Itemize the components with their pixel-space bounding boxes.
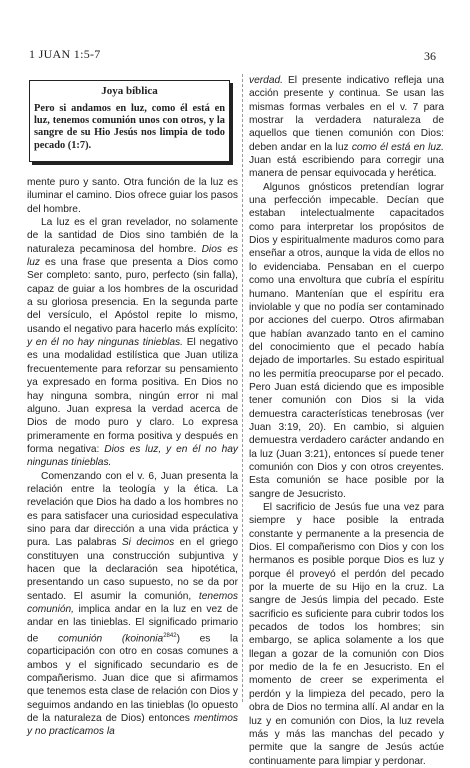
italic-phrase: comunión (koinonia: [58, 633, 164, 645]
box-title: Joya bíblica: [101, 85, 158, 97]
paragraph-1: [249, 74, 444, 181]
page-number: 36: [424, 49, 436, 63]
paragraph-2: Algunos gnósticos pretendían lograr una perfección impecable. Decían que estaban intelectualmente capacitados como para interpretar los propósitos de Dios y espiritualmente maduros como para enseñar a otros, aunque la vida de ellos no lo evidenciaba. Pensaban en el cuerpo como una envoltura que cubría el espíritu humano. Mantenían que el espíritu era inviolable y que no podía ser contaminado por acciones del cuerpo. Otros afirmaban que habían avanzado tanto en el camino del conocimiento que el pecado había dejado de importarles. Su estado espiritual no les permitía preocuparse por el pecado. Pero Juan está diciendo que es imposible tener comunión con Dios si la vida demuestra características tenebrosas (ver Juan 3:19, 20). En cambio, si alguien demuestra verdadero carácter andando en la luz (Juan 3:21), entonces sí puede tener comunión con Dios y con otros creyentes. Esta comunión se hace posible por la sangre de Jesucristo.: [249, 181, 444, 500]
paragraph-2: [27, 216, 238, 470]
text-run: La luz es el gran revelador, no solamente de la santidad de Dios sino también de la naturaleza pecaminosa del hombre.: [27, 217, 238, 255]
text-run: es una frase que presenta a Dios como Ser completo: santo, puro, perfecto (sin falla), capaz de guiar a los hombres de la oscuridad a su gloriosa presencia. En la segunda parte del versículo, el Apóstol repite lo mismo, usando el negativo para hacerlo más explícito:: [27, 257, 238, 335]
italic-phrase: mentimos y no practicamos la: [27, 713, 238, 738]
italic-phrase: verdad.: [249, 75, 283, 86]
column-divider: [242, 74, 243, 702]
strong-number: 2842: [163, 632, 177, 639]
text-run: Juan está escribiendo para corregir una manera de pensar equivocada y herética.: [249, 155, 444, 180]
box-verse-text: Pero si andamos en luz, como él está en luz, tenemos comunión unos con otros, y la sangre de su Hio Jesús nos limpia de todo pecado (1:7).: [34, 103, 225, 151]
italic-phrase: como él está en luz.: [351, 141, 444, 153]
text-run: Comenzando con el v. 6, Juan presenta la relación entre la teología y la ética. La revelación que Dios ha dado a los hombres no es para satisfacer una curiosidad especulativa sino para dar dirección a una vida práctica y pura. Las palabras: [27, 470, 238, 549]
right-column: [249, 74, 444, 768]
left-column: [27, 176, 238, 739]
italic-phrase: y en él no hay ningunas tinieblas.: [27, 337, 183, 349]
text-run: El negativo es una modalidad estilística que Juan utiliza frecuentemente para reforzar su pensamiento ya expresado en forma positiva. En Dios no hay ninguna sombra, ningún error ni mal alguno. Juan expresa la verdad acerca de Dios de modo puro y claro. Lo expresa primeramente en forma positiva y después en forma negativa:: [27, 337, 238, 455]
running-header-reference: 1 JUAN 1:5-7: [29, 47, 101, 61]
paragraph-3: [27, 470, 238, 739]
highlight-box: [29, 80, 230, 162]
italic-phrase: Dios es luz, y en él no hay ningunas tinieblas.: [27, 443, 238, 469]
italic-phrase: Si decimos: [121, 537, 175, 549]
text-run: El presente indicativo refleja una acción presente y continua. Se usan las mismas formas verbales en el v. 7 para mostrar la verdadera naturaleza de aquellos que tienen comunión con Dios: deben andar en la luz: [249, 75, 444, 153]
text-run: en el griego constituyen una construcción subjuntiva y hacen que la declaración sea hipotética, presentando un caso supuesto, no se da por sentado. El asumir la comunión,: [27, 537, 239, 602]
paragraph-3: El sacrificio de Jesús fue una vez para siempre y hace posible la entrada constante y permanente a la presencia de Dios. El compañerismo con Dios y con los hermanos es posible porque Dios es luz y porque él proveyó el perdón del pecado por la muerte de su Hijo en la cruz. La sangre de Jesús limpia del pecado. Este sacrificio es suficiente para cubrir todos los pecados de todos los hombres; sin embargo, se aplica solamente a los que llegan a gozar de la comunión con Dios por medio de la fe en Jesucristo. En el momento de creer se experimenta el perdón y la limpieza del pecado, pero la obra de Dios no termina allí. Al andar en la luz y en comunión con Dios, la luz revela más y más las manchas del pecado y permite que la sangre de Jesús actúe continuamente para limpiar y perdonar.: [249, 502, 444, 767]
text-run: implica andar en la luz en vez de andar en las tinieblas. El significado primario de: [27, 604, 238, 645]
text-run: ) es la coparticipación con otro en cosas comunes a ambos y el significado secundario es de compañerismo. Juan dice que si afirmamos que tenemos esta clase de relación con Dios y seguimos andando en las tinieblas (lo opuesto de la naturaleza de Dios) entonces: [27, 633, 238, 725]
italic-phrase: Dios es luz: [27, 243, 238, 269]
italic-phrase: tenemos comunión,: [27, 590, 238, 615]
paragraph-1: mente puro y santo. Otra función de la luz es iluminar el camino. Dios ofrece guiar los pasos del hombre.: [27, 177, 238, 215]
